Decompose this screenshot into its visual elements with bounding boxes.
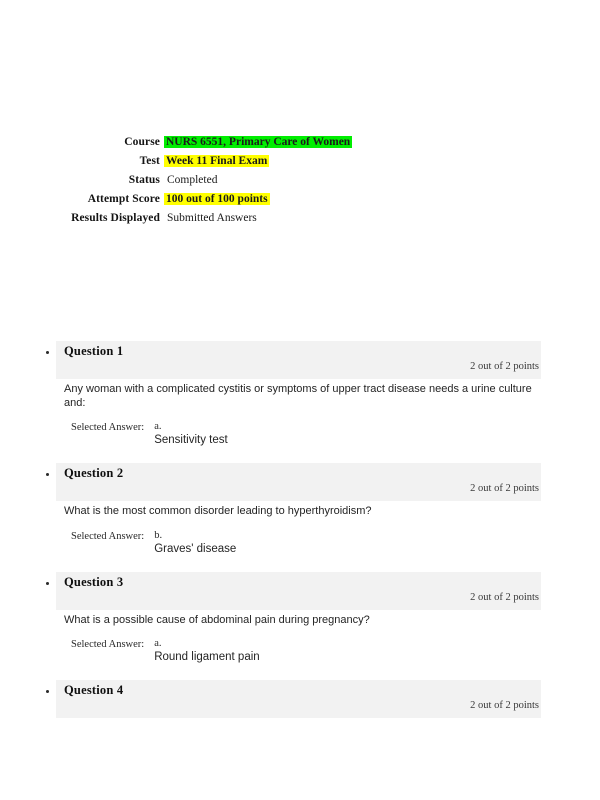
summary-value-attempt-score: 100 out of 100 points <box>166 193 268 205</box>
selected-answer-label: Selected Answer: <box>71 639 145 650</box>
question-title: Question 2 <box>64 466 124 480</box>
question-block <box>0 341 600 447</box>
question-title: Question 4 <box>64 683 124 697</box>
question-body <box>64 610 540 665</box>
question-header <box>56 341 541 379</box>
summary-value-test: Week 11 Final Exam <box>166 155 268 167</box>
bullet-icon <box>46 690 49 693</box>
summary-label-test: Test <box>139 155 160 167</box>
selected-answer-row <box>64 638 540 664</box>
summary-value-results-displayed: Submitted Answers <box>167 212 257 224</box>
question-title: Question 1 <box>64 344 124 358</box>
answer-option-text: Round ligament pain <box>154 651 260 663</box>
question-block <box>0 680 600 718</box>
question-block <box>0 463 600 556</box>
selected-answer-value <box>144 421 228 447</box>
question-title: Question 3 <box>64 574 124 589</box>
summary-label-attempt-score: Attempt Score <box>87 193 160 205</box>
question-block <box>0 572 600 665</box>
answer-option-letter: b. <box>154 529 163 541</box>
answer-option-letter: a. <box>154 638 162 649</box>
question-text: What is the most common disorder leading to hyperthyroidism? <box>64 505 372 517</box>
summary-row-test <box>0 155 600 167</box>
summary-row-course <box>0 136 600 148</box>
selected-answer-label: Selected Answer: <box>71 530 145 542</box>
question-header <box>56 680 541 718</box>
selected-answer-row <box>64 421 540 447</box>
selected-answer-value <box>144 530 236 556</box>
question-body <box>64 379 540 447</box>
summary-label-status: Status <box>128 174 160 186</box>
question-points: 2 out of 2 points <box>470 591 539 603</box>
question-text: Any woman with a complicated cystitis or symptoms of upper tract disease needs a urine culture and: <box>64 383 532 409</box>
bullet-icon <box>46 582 49 585</box>
question-body <box>64 501 540 556</box>
summary-value-course: NURS 6551, Primary Care of Women <box>166 136 351 148</box>
selected-answer-row <box>64 530 540 556</box>
question-header <box>56 572 541 610</box>
exam-summary-table <box>0 136 600 231</box>
summary-row-status <box>0 174 600 186</box>
question-list <box>0 341 600 734</box>
summary-row-results-displayed <box>0 212 600 224</box>
summary-label-course: Course <box>124 136 160 148</box>
question-points: 2 out of 2 points <box>470 361 539 372</box>
question-points: 2 out of 2 points <box>470 700 539 711</box>
selected-answer-label: Selected Answer: <box>71 422 145 433</box>
question-points: 2 out of 2 points <box>470 483 539 494</box>
bullet-icon <box>46 473 49 476</box>
summary-row-attempt-score <box>0 193 600 205</box>
summary-label-results-displayed: Results Displayed <box>71 212 160 224</box>
summary-value-status: Completed <box>167 174 218 186</box>
answer-option-text: Sensitivity test <box>154 434 228 446</box>
selected-answer-value <box>144 638 260 664</box>
bullet-icon <box>46 351 49 354</box>
question-header <box>56 463 541 501</box>
answer-option-letter: a. <box>154 421 162 432</box>
answer-option-text: Graves' disease <box>154 542 237 555</box>
question-text: What is a possible cause of abdominal pain during pregnancy? <box>64 613 370 626</box>
